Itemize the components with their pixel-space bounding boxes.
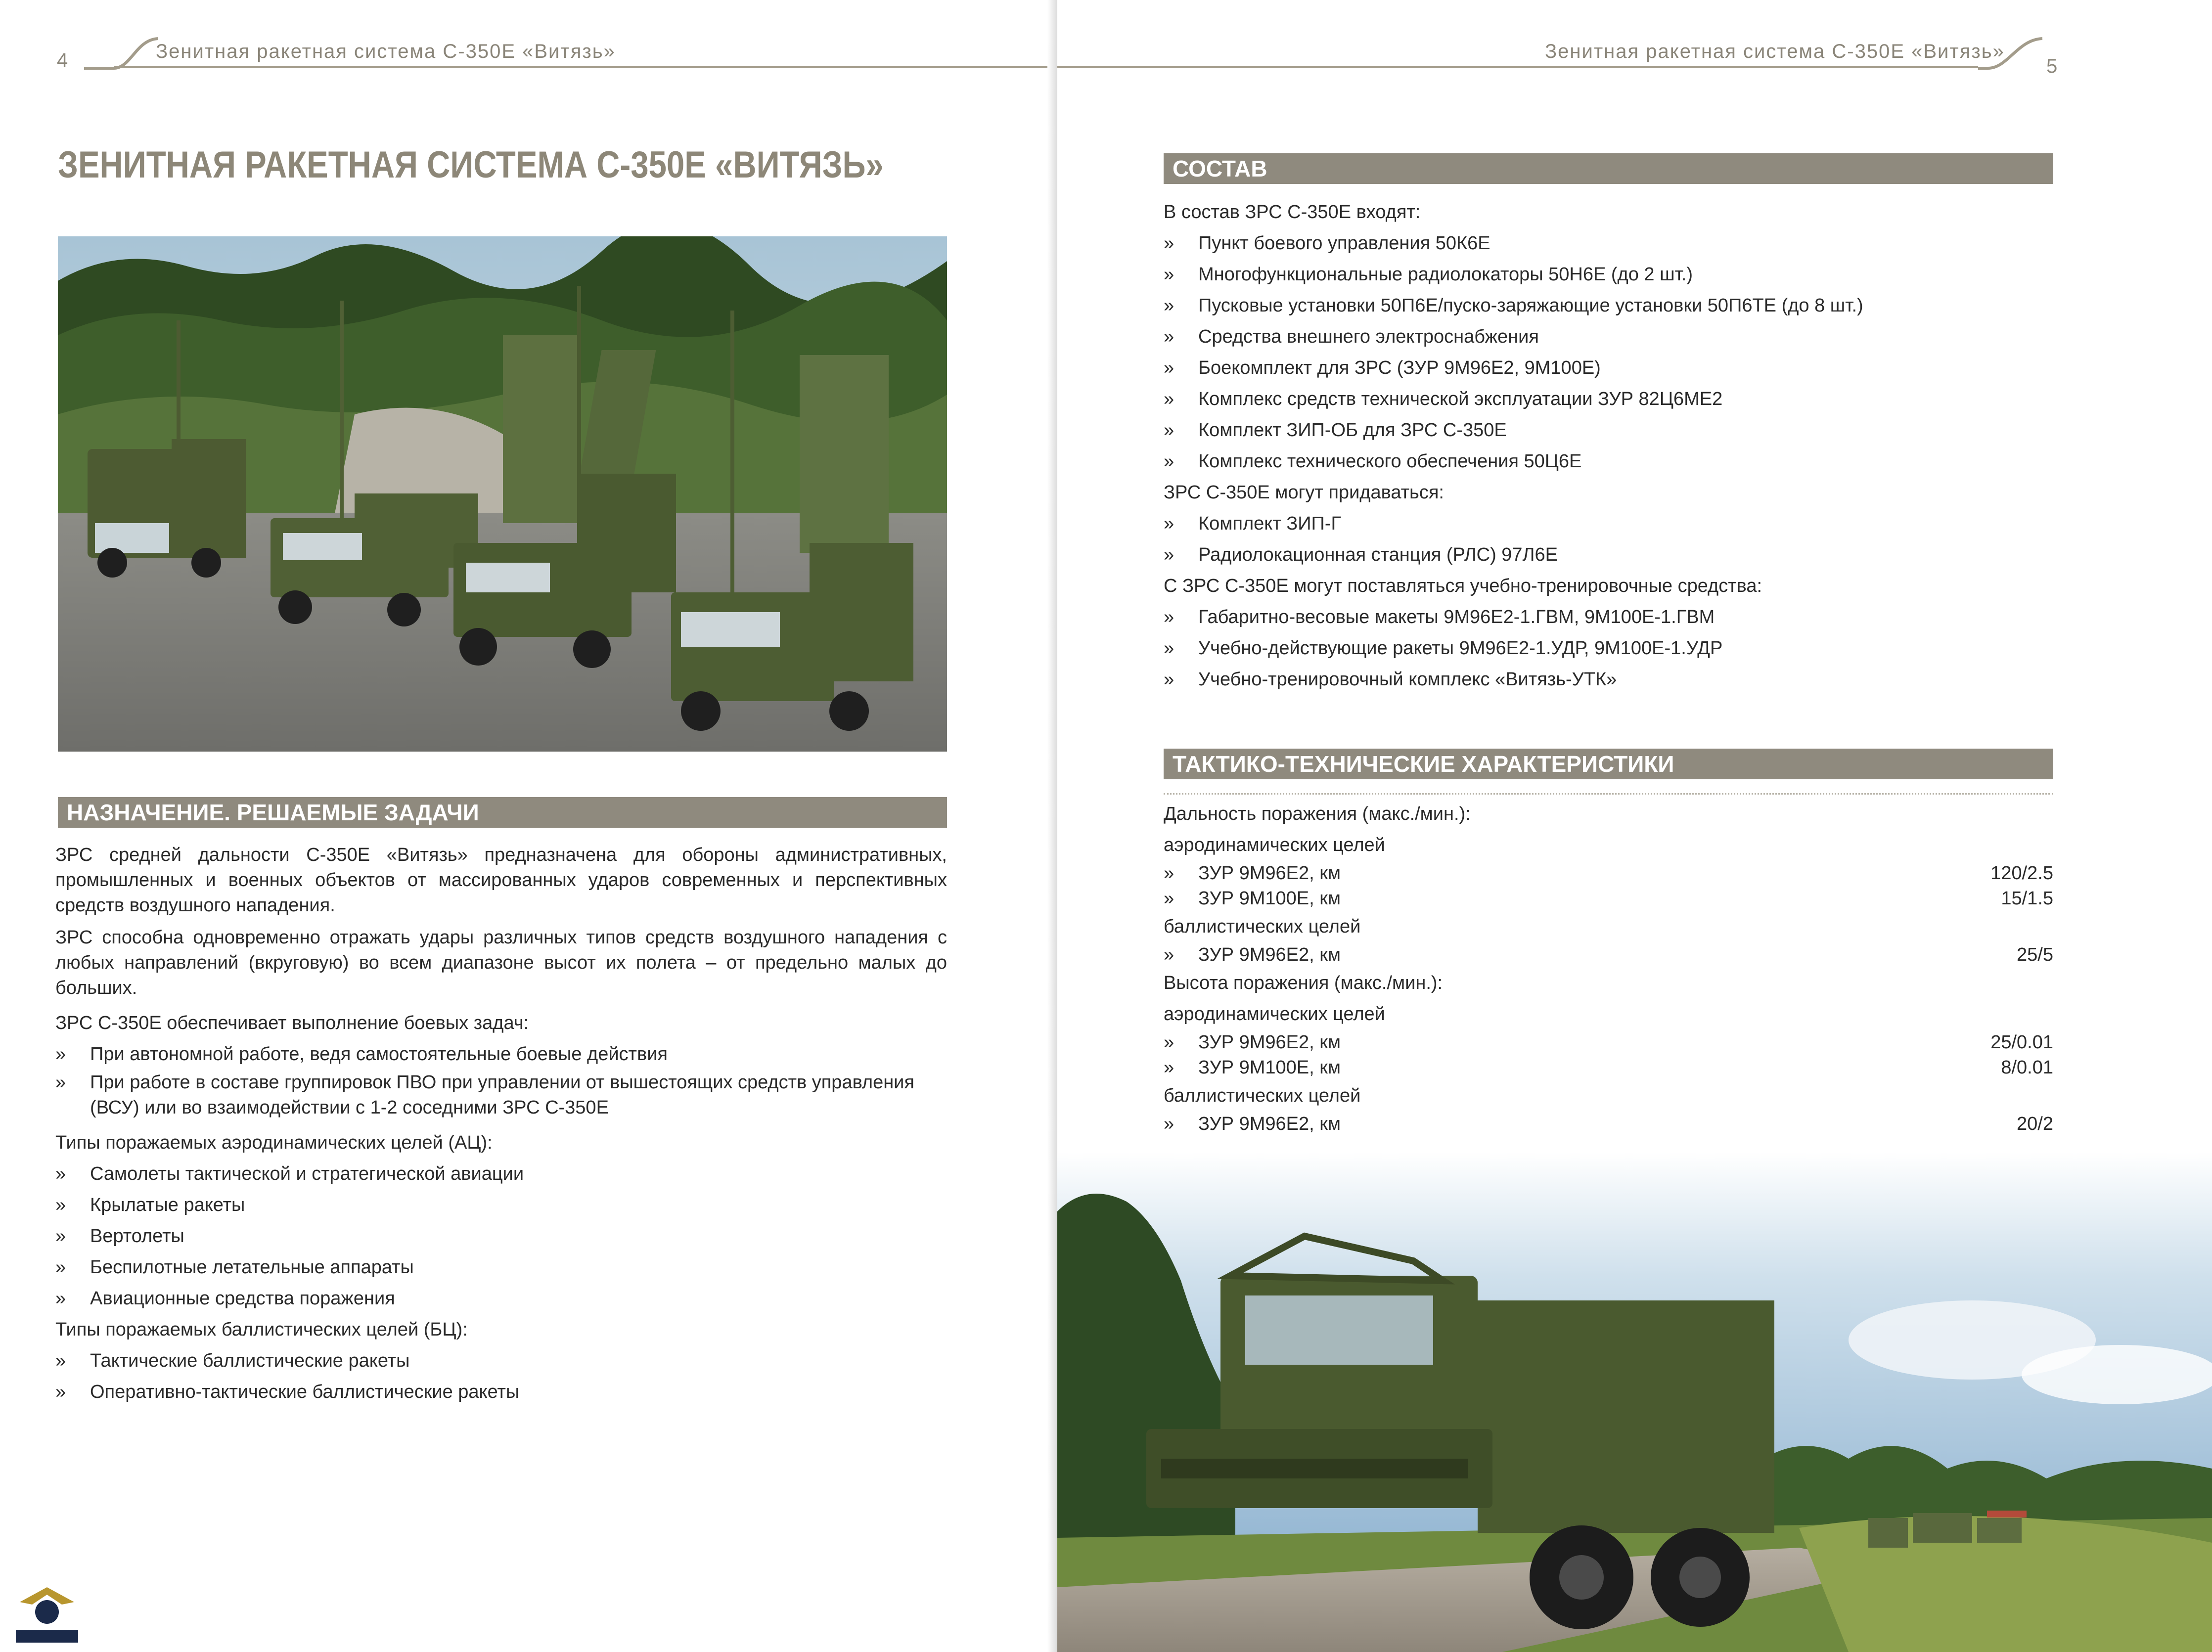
spec-name: ЗУР 9М96Е2, км bbox=[1198, 863, 1341, 884]
ballistic-target-item: » Тактические баллистические ракеты bbox=[55, 1345, 947, 1377]
page-number-right: 5 bbox=[2046, 55, 2058, 77]
aero-targets-intro: Типы поражаемых аэродинамических целей (АЦ): bbox=[55, 1132, 493, 1153]
attach-intro: ЗРС С-350Е могут придаваться: bbox=[1164, 482, 1444, 503]
spec-value: 25/0.01 bbox=[1990, 1032, 2053, 1053]
range-aero-label: аэродинамических целей bbox=[1164, 835, 1385, 855]
task-item: » При работе в составе группировок ПВО при управлении от вышестоящих средств управления (ВСУ) или во взаимодействии с 1-2 соседними ЗРС С-350Е bbox=[55, 1070, 947, 1120]
training-item: » Учебно-тренировочный комплекс «Витязь-УТК» bbox=[1164, 664, 2053, 695]
right-page bbox=[1057, 0, 2212, 1652]
height-ballistic-label: баллистических целей bbox=[1164, 1085, 1361, 1106]
page-header-left: Зенитная ракетная система С-350Е «Витязь» bbox=[156, 41, 616, 62]
attach-item: » Комплект ЗИП-Г bbox=[1164, 508, 2053, 539]
training-item: » Габаритно-весовые макеты 9М96Е2-1.ГВМ, 9М100Е-1.ГВМ bbox=[1164, 602, 2053, 633]
spec-value: 25/5 bbox=[2017, 944, 2053, 965]
training-item: » Учебно-действующие ракеты 9М96Е2-1.УДР, 9М100Е-1.УДР bbox=[1164, 633, 2053, 664]
spec-name: ЗУР 9М100Е, км bbox=[1198, 1057, 1341, 1078]
spec-name: ЗУР 9М96Е2, км bbox=[1198, 944, 1341, 965]
tasks-intro: ЗРС С-350Е обеспечивает выполнение боевых задач: bbox=[55, 1013, 529, 1033]
range-label: Дальность поражения (макс./мин.): bbox=[1164, 804, 1471, 824]
attach-item: » Радиолокационная станция (РЛС) 97Л6Е bbox=[1164, 539, 2053, 571]
specs-divider bbox=[1164, 793, 2053, 795]
aero-target-item: » Вертолеты bbox=[55, 1221, 947, 1252]
spec-row bbox=[1164, 1030, 2053, 1055]
ballistic-targets-intro: Типы поражаемых баллистических целей (БЦ): bbox=[55, 1319, 468, 1340]
spec-name: ЗУР 9М96Е2, км bbox=[1198, 1032, 1341, 1053]
range-ballistic-label: баллистических целей bbox=[1164, 916, 1361, 937]
spec-value: 15/1.5 bbox=[2001, 888, 2053, 909]
spec-row bbox=[1164, 1055, 2053, 1080]
composition-item: » Боекомплект для ЗРС (ЗУР 9М96Е2, 9М100Е) bbox=[1164, 353, 2053, 384]
spec-value: 8/0.01 bbox=[2001, 1057, 2053, 1078]
section-header-composition: СОСТАВ bbox=[1164, 153, 2053, 184]
aero-target-item: » Крылатые ракеты bbox=[55, 1190, 947, 1221]
spec-name: ЗУР 9М100Е, км bbox=[1198, 888, 1341, 909]
aero-target-item: » Беспилотные летательные аппараты bbox=[55, 1252, 947, 1283]
composition-item: » Пусковые установки 50П6Е/пуско-заряжающие установки 50П6ТЕ (до 8 шт.) bbox=[1164, 290, 2053, 321]
aero-target-item: » Самолеты тактической и стратегической авиации bbox=[55, 1159, 947, 1190]
header-curve-right bbox=[1978, 35, 2052, 72]
spec-value: 120/2.5 bbox=[1990, 863, 2053, 884]
composition-item: » Средства внешнего электроснабжения bbox=[1164, 321, 2053, 353]
purpose-paragraph: ЗРС средней дальности С-350Е «Витязь» предназначена для обороны административных, промышленных и военных объектов от массированных ударов современных и перспективных средств воздушного нападения. bbox=[55, 845, 947, 916]
spec-row bbox=[1164, 861, 2053, 886]
aero-target-item: » Авиационные средства поражения bbox=[55, 1283, 947, 1314]
composition-item: » Комплект ЗИП-ОБ для ЗРС С-350Е bbox=[1164, 415, 2053, 446]
composition-item: » Комплекс средств технической эксплуатации ЗУР 82Ц6МЕ2 bbox=[1164, 384, 2053, 415]
purpose-paragraph: ЗРС способна одновременно отражать удары различных типов средств воздушного нападения с любых направлений (вкруговую) во всем диапазоне высот их полета – от предельно малых до больших. bbox=[55, 927, 947, 998]
composition-intro: В состав ЗРС С-350Е входят: bbox=[1164, 202, 1421, 223]
spec-row bbox=[1164, 1112, 2053, 1137]
spec-value: 20/2 bbox=[2017, 1114, 2053, 1134]
page-header-right: Зенитная ракетная система С-350Е «Витязь» bbox=[1545, 41, 2005, 62]
page-number-left: 4 bbox=[57, 49, 68, 71]
specs-text bbox=[1164, 791, 2053, 1137]
ballistic-target-item: » Оперативно-тактические баллистические ракеты bbox=[55, 1377, 947, 1408]
page-title: ЗЕНИТНАЯ РАКЕТНАЯ СИСТЕМА С-350Е «ВИТЯЗЬ» bbox=[58, 144, 884, 186]
training-intro: С ЗРС С-350Е могут поставляться учебно-тренировочные средства: bbox=[1164, 576, 1762, 596]
composition-item: » Многофункциональные радиолокаторы 50Н6Е (до 2 шт.) bbox=[1164, 259, 2053, 290]
forum-logo bbox=[10, 1582, 84, 1647]
header-rule-left bbox=[114, 66, 1057, 68]
task-item: » При автономной работе, ведя самостоятельные боевые действия bbox=[55, 1039, 947, 1070]
left-page bbox=[0, 0, 1057, 1652]
spec-row bbox=[1164, 942, 2053, 968]
spec-name: ЗУР 9М96Е2, км bbox=[1198, 1114, 1341, 1134]
purpose-text bbox=[55, 843, 947, 1408]
composition-item: » Комплекс технического обеспечения 50Ц6Е bbox=[1164, 446, 2053, 477]
header-rule-right bbox=[1057, 66, 1978, 68]
section-header-specs: ТАКТИКО-ТЕХНИЧЕСКИЕ ХАРАКТЕРИСТИКИ bbox=[1164, 749, 2053, 779]
composition-item: » Пункт боевого управления 50К6Е bbox=[1164, 228, 2053, 259]
composition-text bbox=[1164, 197, 2053, 695]
launcher-vehicle-photo bbox=[1057, 1152, 2212, 1652]
height-label: Высота поражения (макс./мин.): bbox=[1164, 973, 1443, 993]
section-header-purpose: НАЗНАЧЕНИЕ. РЕШАЕМЫЕ ЗАДАЧИ bbox=[58, 797, 947, 828]
height-aero-label: аэродинамических целей bbox=[1164, 1004, 1385, 1025]
spec-row bbox=[1164, 886, 2053, 911]
vehicles-photo bbox=[58, 236, 947, 752]
